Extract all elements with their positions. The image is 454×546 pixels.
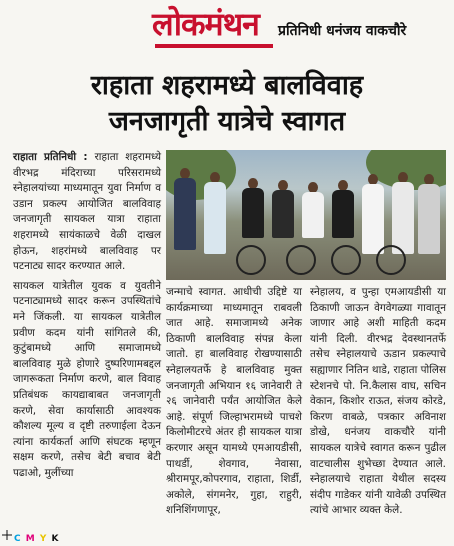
headline-line-2: जनजागृती यात्रेचे स्वागत	[108, 106, 346, 137]
photo-person	[392, 182, 414, 254]
bicycle-wheel	[376, 245, 406, 275]
article-paragraph-3: जन्माचे स्वागत. आधीची उद्दिष्टे या कार्यक्रमाच्या माध्यमातून राबवली जात आहे. समाजामध्ये अनेक ठिकाणी बालविवाह संपन्न केला जातो. हा बालविवाह रोखण्यासाठी स्नेहालयतर्फे हे बालविवाह मुक्त जनजागृती अभियान १६ जानेवारी ते २६ जानेवारी पर्यंत आयोजित केले आहे. संपूर्ण जिल्हाभरामध्ये पाचशे किलोमीटरचे अंतर ही सायकल यात्रा करणार असून यामध्ये एमआयडीसी, पाथर्डी, शेवगाव, नेवासा, श्रीरामपूर,कोपरगाव, राहाता, शिर्डी, अकोले, संगमनेर, गुहा, राहुरी, शनिशिंगणापूर,	[166, 286, 302, 517]
article-column-middle	[166, 285, 302, 519]
masthead	[0, 0, 454, 58]
paragraph-1-text: राहाता शहरामध्ये वीरभद्र मंदिराच्या परिसरामध्ये स्नेहालयांच्या माध्यमातून युवा निर्माण व उडान प्रकल्प आयोजित बालविवाह जनजागृती सायकल यात्रा राहाता शहरामध्ये सायंकाळचे वेळी दाखल होऊन, शहरांमध्ये बालविवाह पर पटनाट्य सादर करण्यात आले.	[13, 151, 161, 273]
cycle-rally-photo	[166, 150, 446, 280]
photo-person	[242, 188, 264, 238]
reporter-byline: प्रतिनिधी धनंजय वाकचौरे	[278, 23, 407, 39]
photo-person	[174, 178, 196, 250]
bicycle-wheel	[286, 245, 316, 275]
photo-person	[418, 184, 440, 254]
bicycle-wheel	[331, 245, 361, 275]
logo-underline	[155, 44, 273, 48]
article-column-right	[310, 285, 446, 519]
article-paragraph-2: सायकल यात्रेतील युवक व युवतीने पटनाट्यामध्ये सादर करून उपस्थितांचे मने जिंकली. या सायकल यात्रेतील प्रवीण कदम यांनी सांगितले की, कुटुंबामध्ये आणि समाजामध्ये बालविवाह मुळे होणारे दुष्परिणामबद्दल जागरूकता निर्माण करणे, बाल विवाह प्रतिबंधक कायद्याबाबत जनजागृती करणे, सेवा कार्यासाठी आवश्यक कौशल्य मूल्य व दृष्टी तरुणाईला देऊन त्यांना कार्यकर्ता आणि संघटक म्हणून सक्षम करणे, तसेच बेटी बचाव बेटी पढाओ, मुलींच्या	[13, 279, 161, 479]
cmyk-c: C	[14, 534, 22, 544]
dateline: राहाता प्रतिनिधी :	[13, 151, 88, 163]
photo-person	[332, 190, 354, 238]
cmyk-y: Y	[39, 534, 48, 544]
cmyk-k: K	[51, 534, 60, 544]
photo-person	[272, 190, 294, 238]
headline-line-1: राहाता शहरामध्ये बालविवाह	[90, 70, 364, 101]
photo-person	[302, 192, 324, 238]
photo-person	[204, 182, 226, 254]
article-column-left	[13, 150, 161, 485]
article-headline	[8, 68, 446, 140]
photo-person	[362, 184, 384, 254]
article-paragraph-4: स्नेहालय, व पुन्हा एमआयडीसी या ठिकाणी जाऊन वेगवेगळ्या गावातून जाणार आहे अशी माहिती कदम यांनी दिली. वीरभद्र देवस्थानतर्फे तसेच स्नेहालयाचे ऊडान प्रकल्पाचे सह्याणार नितिन थाडे, राहाता पोलिस स्टेशनचे पो. नि.कैलास वाघ, सचिन वेकान, किशोर राऊत, संजय कोरडे, किरण वाबळे, पत्रकार अविनाश डोखे, धनंजय वाकचौरे यांनी सायकल यात्रेचे स्वागत करून पुढील वाटचालीस शुभेच्छा देण्यात आले. स्नेहालयाचे राहाता येथील सदस्य संदीप गाडेकर यांनी यावेळी उपस्थित त्यांचे आभार व्यक्त केले.	[310, 286, 446, 517]
cmyk-print-marks	[14, 534, 60, 544]
bicycle-wheel	[236, 245, 266, 275]
registration-mark-icon	[2, 530, 12, 540]
cmyk-m: M	[25, 534, 36, 544]
newspaper-logo: लोकमंथन	[152, 5, 259, 43]
article-paragraph-1	[13, 150, 161, 275]
